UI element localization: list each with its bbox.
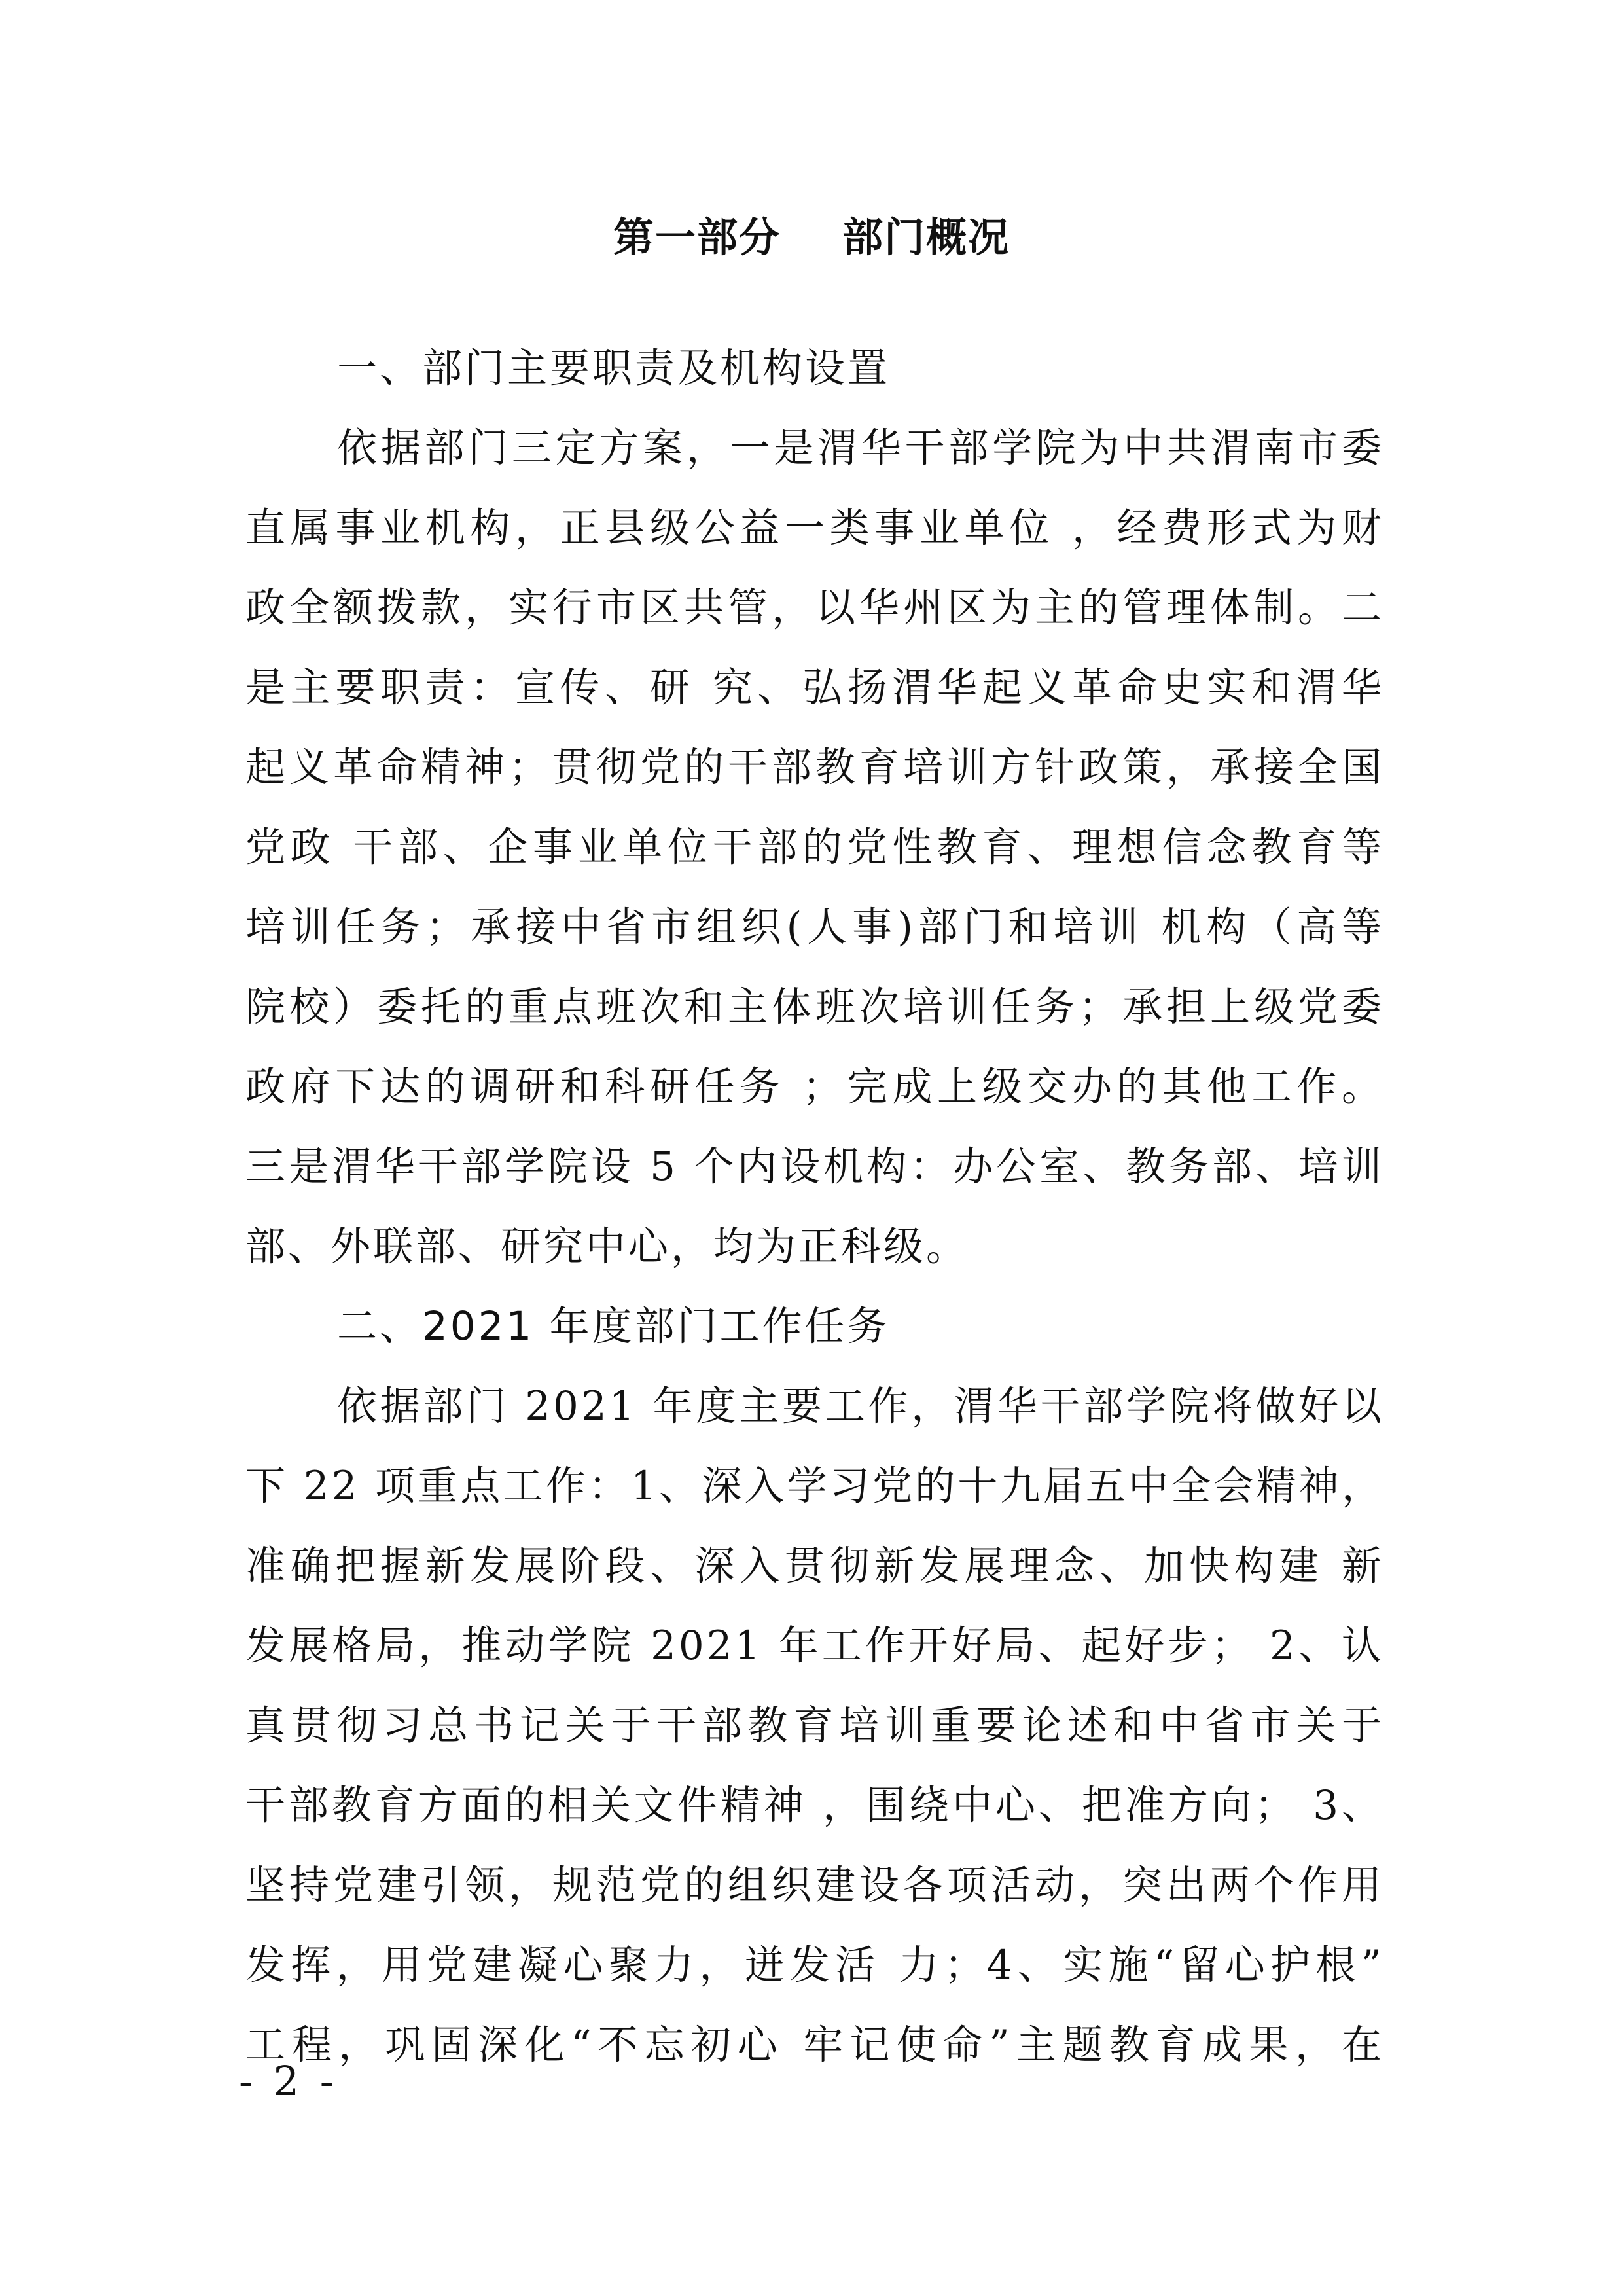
paragraph-line: 准确把握新发展阶段、深入贯彻新发展理念、加快构建 新: [245, 1543, 1384, 1589]
paragraph-line: 依据部门 2021 年度主要工作，渭华干部学院将做好以: [337, 1383, 1384, 1429]
page-title: 第一部分 部门概况: [613, 213, 1010, 261]
page-number: - 2 -: [239, 2057, 338, 2105]
paragraph-line: 部、外联部、研究中心，均为正科级。: [245, 1223, 969, 1270]
paragraph-line: 三是渭华干部学院设 5 个内设机构：办公室、教务部、培训: [245, 1143, 1384, 1190]
paragraph-line: 坚持党建引领，规范党的组织建设各项活动，突出两个作用: [245, 1862, 1384, 1909]
section-2-heading: 二、2021 年度部门工作任务: [337, 1303, 890, 1350]
section-2: [245, 1287, 1384, 2085]
paragraph-line: 培训任务；承接中省市组织(人事)部门和培训 机构（高等: [245, 904, 1384, 950]
section-1: [245, 329, 1384, 1287]
paragraph-line: 起义革命精神；贯彻党的干部教育培训方针政策，承接全国: [245, 744, 1384, 791]
paragraph-line: 工程，巩固深化“不忘初心 牢记使命”主题教育成果，在: [245, 2022, 1384, 2068]
paragraph-line: 直属事业机构，正县级公益一类事业单位 ，经费形式为财: [245, 505, 1384, 551]
paragraph-line: 院校）委托的重点班次和主体班次培训任务；承担上级党委: [245, 984, 1384, 1030]
paragraph-line: 真贯彻习总书记关于干部教育培训重要论述和中省市关于: [245, 1702, 1384, 1749]
paragraph-line: 是主要职责：宣传、研 究、弘扬渭华起义革命史实和渭华: [245, 664, 1384, 711]
paragraph-line: 党政 干部、企事业单位干部的党性教育、理想信念教育等: [245, 824, 1384, 870]
paragraph-line: 发挥，用党建凝心聚力，迸发活 力；4、实施“留心护根”: [245, 1942, 1384, 1988]
paragraph-line: 依据部门三定方案，一是渭华干部学院为中共渭南市委: [337, 425, 1384, 471]
section-1-heading: 一、部门主要职责及机构设置: [337, 345, 891, 391]
paragraph-line: 政府下达的调研和科研任务 ；完成上级交办的其他工作。: [245, 1064, 1384, 1110]
paragraph-line: 发展格局，推动学院 2021 年工作开好局、起好步； 2、认: [245, 1623, 1384, 1669]
paragraph-line: 政全额拨款，实行市区共管，以华州区为主的管理体制。二: [245, 584, 1384, 631]
paragraph-line: 干部教育方面的相关文件精神 ，围绕中心、把准方向； 3、: [245, 1782, 1384, 1829]
paragraph-line: 下 22 项重点工作：1、深入学习党的十九届五中全会精神，: [245, 1463, 1384, 1509]
